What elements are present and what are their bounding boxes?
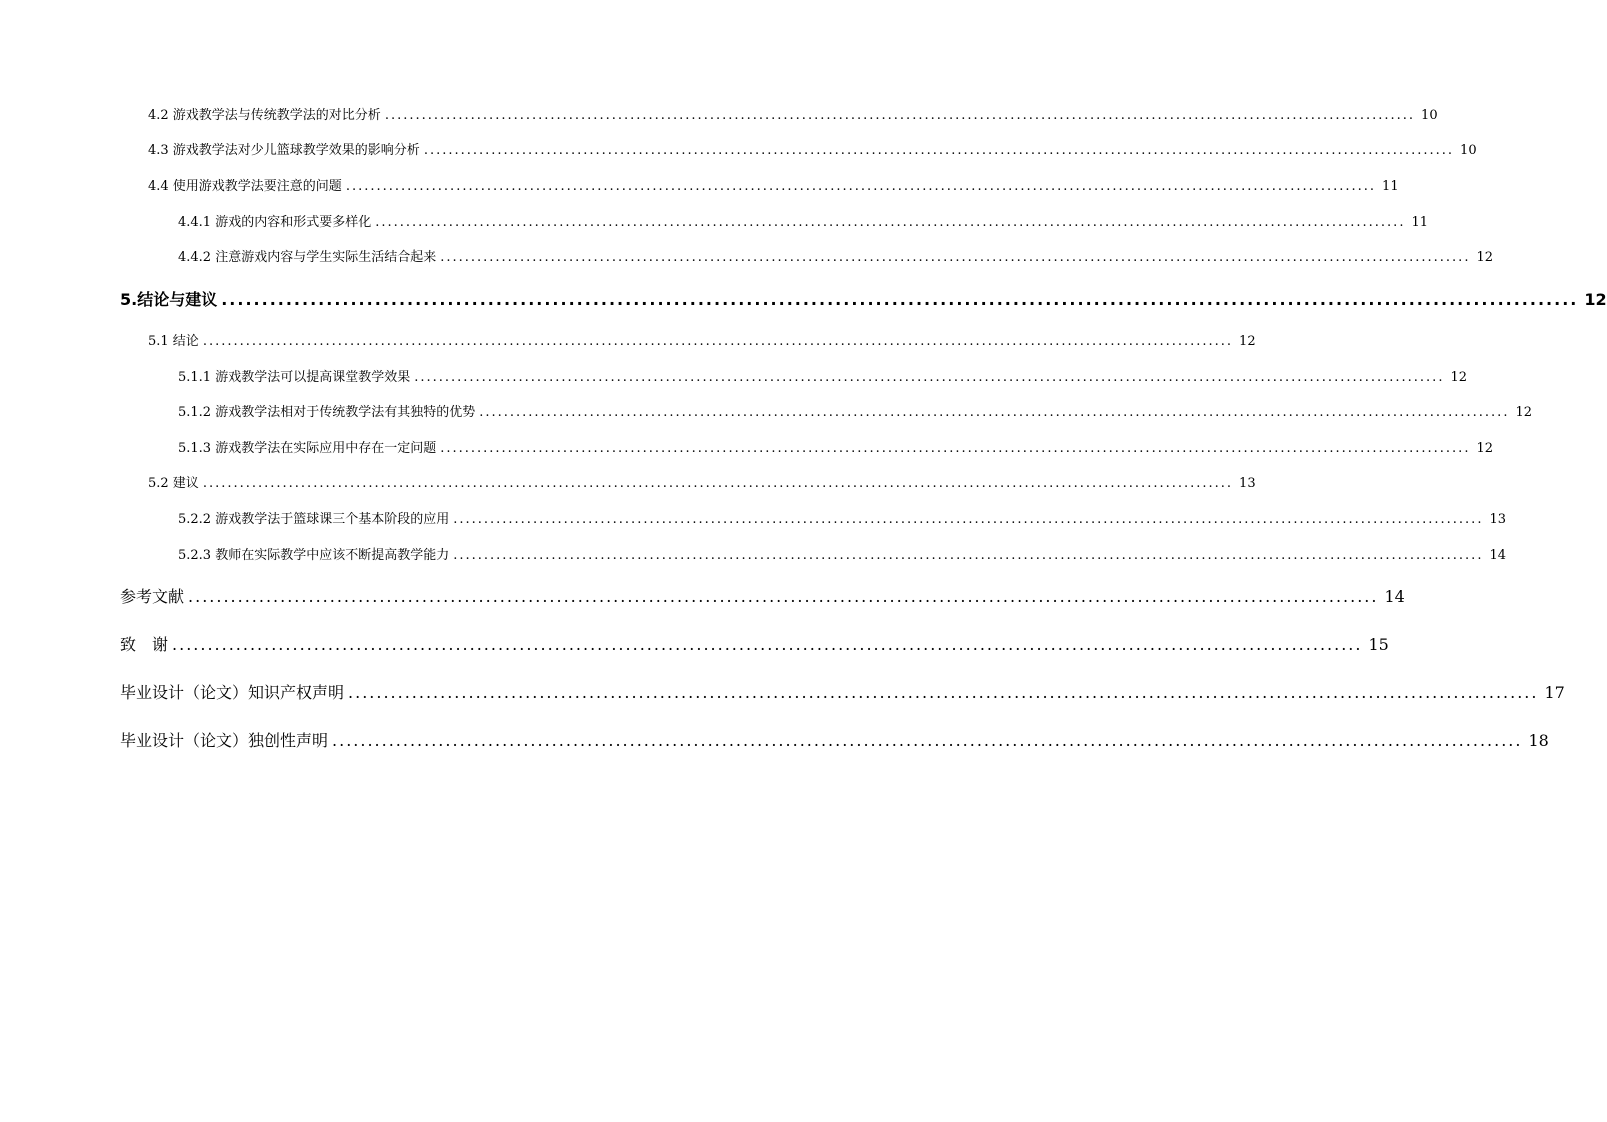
toc-entry-5-1-1[interactable]: [178, 366, 1467, 385]
toc-page-number: 11: [1411, 215, 1428, 230]
toc-entry-label: 4.4 使用游戏教学法要注意的问题: [148, 179, 342, 194]
toc-leader-dots: ........................................................................................................................................................................: [440, 441, 1471, 456]
toc-entry-chapter-5[interactable]: [120, 287, 1607, 310]
toc-entry-4-2[interactable]: [148, 104, 1438, 123]
toc-page-number: 12: [1476, 250, 1493, 265]
toc-page-number: 14: [1489, 548, 1506, 563]
toc-entry-5-1-2[interactable]: [178, 401, 1532, 420]
toc-entry-4-4[interactable]: [148, 175, 1399, 194]
toc-leader-dots: ........................................................................................................................................................................: [453, 512, 1484, 527]
toc-leader-dots: ........................................................................................................................................................................: [414, 370, 1445, 385]
toc-page-number: 13: [1489, 512, 1506, 527]
toc-entry-label: 毕业设计（论文）独创性声明: [120, 731, 329, 750]
toc-leader-dots: ........................................................................................................................................................................: [453, 548, 1484, 563]
toc-leader-dots: ........................................................................................................................................................................: [440, 250, 1471, 265]
toc-leader-dots: ........................................................................................................................................................................: [479, 405, 1510, 420]
toc-entry-4-4-1[interactable]: [178, 211, 1428, 230]
toc-page-number: 18: [1528, 731, 1549, 750]
toc-entry-5-1-3[interactable]: [178, 437, 1493, 456]
toc-page-number: 10: [1421, 108, 1438, 123]
toc-leader-dots: ........................................................................................................................................................................: [221, 290, 1579, 309]
toc-page-number: 12: [1584, 290, 1607, 309]
toc-leader-dots: ........................................................................................................................................................................: [348, 683, 1539, 702]
toc-leader-dots: ........................................................................................................................................................................: [332, 731, 1523, 750]
toc-entry-label: 5.1 结论: [148, 334, 199, 349]
toc-page-number: 12: [1515, 405, 1532, 420]
toc-page-number: 12: [1476, 441, 1493, 456]
toc-page-number: 15: [1368, 635, 1389, 654]
toc-entry-acknowledgements[interactable]: [120, 632, 1389, 655]
toc-page-number: 13: [1239, 476, 1256, 491]
toc-entry-label: 毕业设计（论文）知识产权声明: [120, 683, 345, 702]
toc-entry-label: 4.4.1 游戏的内容和形式要多样化: [178, 215, 372, 230]
toc-entry-5-1[interactable]: [148, 330, 1256, 349]
toc-entry-label: 4.4.2 注意游戏内容与学生实际生活结合起来: [178, 250, 437, 265]
toc-leader-dots: ........................................................................................................................................................................: [172, 635, 1363, 654]
toc-entry-references[interactable]: [120, 584, 1405, 607]
toc-leader-dots: ........................................................................................................................................................................: [202, 334, 1234, 349]
toc-entry-label: 致 谢: [120, 635, 169, 654]
toc-leader-dots: ........................................................................................................................................................................: [202, 476, 1234, 491]
toc-entry-label: 5.2.3 教师在实际教学中应该不断提高教学能力: [178, 548, 450, 563]
toc-page-number: 12: [1239, 334, 1256, 349]
toc-entry-label: 5.1.2 游戏教学法相对于传统教学法有其独特的优势: [178, 405, 476, 420]
toc-entry-4-3[interactable]: [148, 139, 1477, 158]
toc-leader-dots: ........................................................................................................................................................................: [384, 108, 1416, 123]
toc-leader-dots: ........................................................................................................................................................................: [375, 215, 1406, 230]
toc-page-number: 11: [1382, 179, 1399, 194]
toc-leader-dots: ........................................................................................................................................................................: [423, 143, 1455, 158]
toc-page-number: 14: [1384, 587, 1405, 606]
toc-entry-label: 5.2 建议: [148, 476, 199, 491]
toc-entry-5-2-2[interactable]: [178, 508, 1506, 527]
toc-entry-originality-statement[interactable]: [120, 728, 1549, 751]
toc-leader-dots: ........................................................................................................................................................................: [188, 587, 1379, 606]
toc-entry-label: 5.结论与建议: [120, 290, 218, 309]
toc-entry-4-4-2[interactable]: [178, 246, 1493, 265]
toc-leader-dots: ........................................................................................................................................................................: [345, 179, 1377, 194]
toc-entry-5-2[interactable]: [148, 472, 1256, 491]
toc-entry-label: 5.2.2 游戏教学法于篮球课三个基本阶段的应用: [178, 512, 450, 527]
toc-entry-label: 4.2 游戏教学法与传统教学法的对比分析: [148, 108, 381, 123]
toc-entry-label: 5.1.3 游戏教学法在实际应用中存在一定问题: [178, 441, 437, 456]
toc-entry-label: 5.1.1 游戏教学法可以提高课堂教学效果: [178, 370, 411, 385]
toc-entry-label: 参考文献: [120, 587, 185, 606]
toc-entry-ip-statement[interactable]: [120, 680, 1565, 703]
toc-page-number: 10: [1460, 143, 1477, 158]
toc-entry-label: 4.3 游戏教学法对少儿篮球教学效果的影响分析: [148, 143, 420, 158]
toc-page-number: 12: [1450, 370, 1467, 385]
toc-page-number: 17: [1544, 683, 1565, 702]
toc-entry-5-2-3[interactable]: [178, 544, 1506, 563]
